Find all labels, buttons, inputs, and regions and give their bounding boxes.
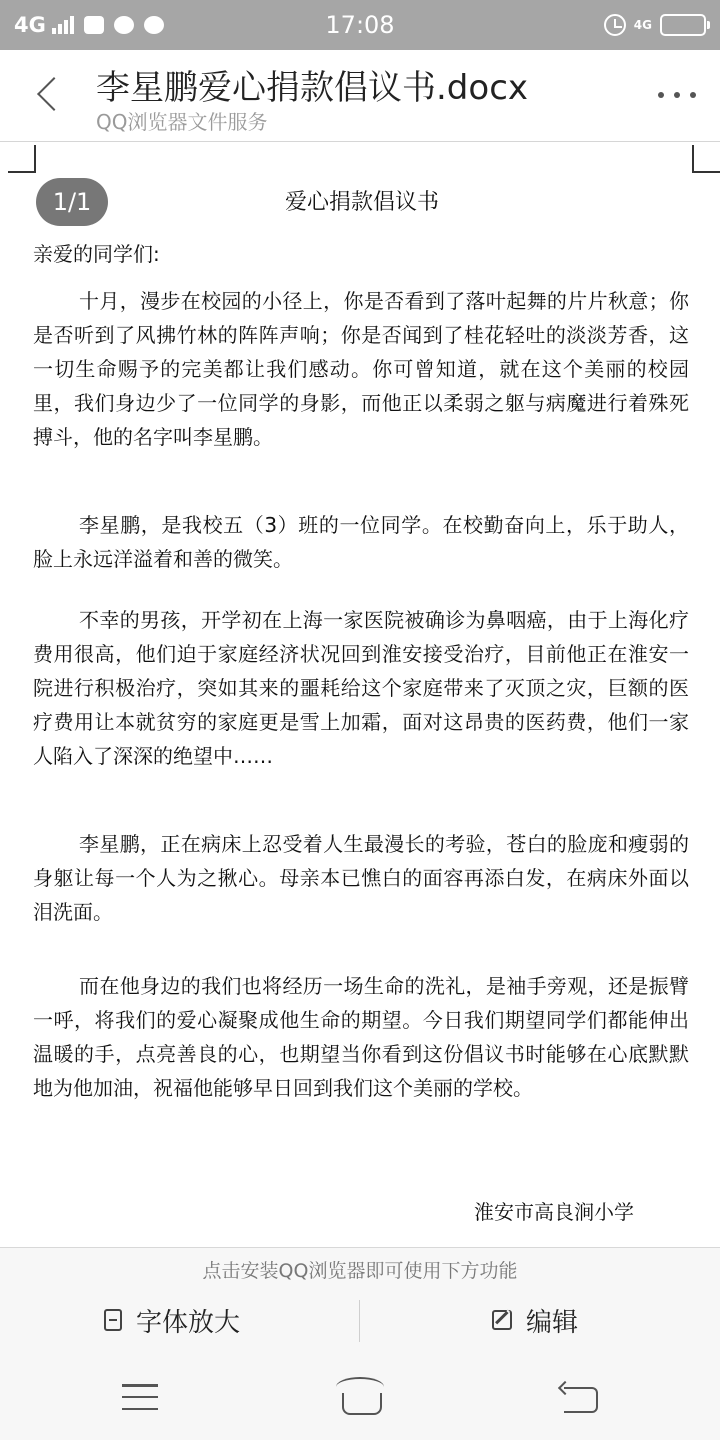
app-header [0,50,720,142]
home-icon[interactable] [336,1377,386,1417]
document-paragraph: 李星鹏，是我校五（3）班的一位同学。在校勤奋向上，乐于助人，脸上永远洋溢着和善的微笑。 [33,513,689,571]
document-greeting: 亲爱的同学们: [33,242,160,266]
battery-icon [660,14,706,36]
status-bar [0,0,720,50]
more-options-button[interactable] [652,80,702,110]
back-nav-icon[interactable] [560,1383,598,1411]
document-title: 爱心捐款倡议书 [284,190,439,215]
browser-icon [114,16,134,34]
font-enlarge-button[interactable] [104,1298,240,1342]
document-signature: 淮安市高良涧小学 [474,1200,634,1224]
font-size-icon [104,1309,122,1331]
message-icon [84,16,104,34]
menu-icon[interactable] [122,1384,158,1410]
font-enlarge-label: 字体放大 [136,1307,241,1338]
back-button[interactable] [22,70,72,122]
more-dot-icon [674,92,680,98]
network-type: 4G [14,13,46,37]
alarm-icon [604,14,626,36]
document-paragraph: 十月，漫步在校园的小径上，你是否看到了落叶起舞的片片秋意；你是否听到了风拂竹林的阵阵声响；你是否闻到了桂花轻吐的淡淡芳香，这一切生命赐予的完美都让我们感动。你可曾知道，就在这个美丽的校园里，我们身边少了一位同学的身影，而他正以柔弱之躯与病魔进行着殊死搏斗，他的名字叫李星鹏。 [33,289,689,449]
more-dot-icon [690,92,696,98]
chat-icon [144,16,164,34]
file-title: 李星鹏爱心捐款倡议书.docx [96,68,529,108]
page-corner-mark [692,145,720,173]
signal-icon [52,16,74,34]
document-paragraph: 不幸的男孩，开学初在上海一家医院被确诊为鼻咽癌，由于上海化疗费用很高，他们迫于家庭经济状况回到淮安接受治疗，目前他正在淮安一院进行积极治疗，突如其来的噩耗给这个家庭带来了灭顶之灾，巨额的医疗费用让本就贫穷的家庭更是雪上加霜，面对这昂贵的医药费，他们一家人陷入了深深的绝望中…… [33,608,689,768]
clock: 17:08 [325,11,395,39]
install-tip[interactable]: 点击安装QQ浏览器即可使用下方功能 [202,1260,518,1282]
document-paragraph: 而在他身边的我们也将经历一场生命的洗礼，是袖手旁观，还是振臂一呼，将我们的爱心凝聚成他生命的期望。今日我们期望同学们都能伸出温暖的手，点亮善良的心，也期望当你看到这份倡议书时能够在心底默默地为他加油，祝福他能够早日回到我们这个美丽的学校。 [33,974,689,1100]
service-subtitle: QQ浏览器文件服务 [96,110,268,134]
document-viewer[interactable] [0,143,720,1247]
action-divider [359,1300,360,1342]
document-paragraph: 李星鹏，正在病床上忍受着人生最漫长的考验，苍白的脸庞和瘦弱的身躯让每一个人为之揪心。母亲本已憔白的面容再添白发，在病床外面以泪洗面。 [33,832,689,924]
page-corner-mark [8,145,36,173]
install-promo-bar [0,1247,720,1347]
edit-button[interactable] [492,1298,578,1342]
more-dot-icon [658,92,664,98]
network-4g-indicator: 4G [633,18,652,32]
edit-icon [492,1310,512,1330]
system-nav-bar [0,1347,720,1440]
page-indicator: 1/1 [36,178,108,226]
edit-label: 编辑 [526,1307,579,1338]
